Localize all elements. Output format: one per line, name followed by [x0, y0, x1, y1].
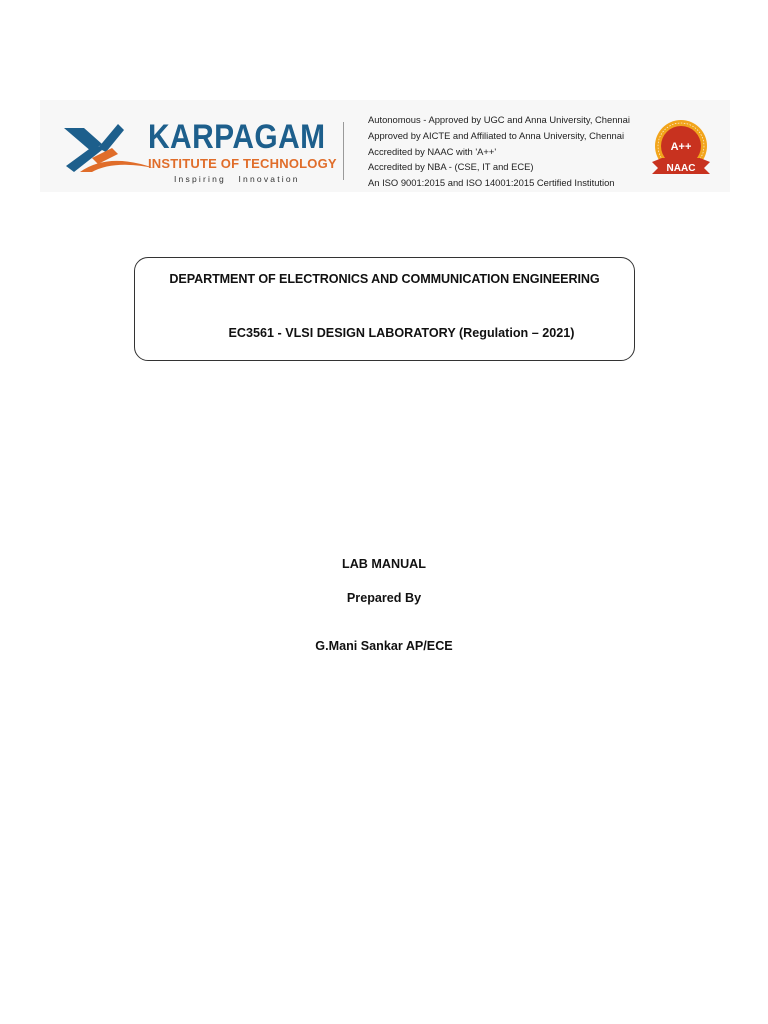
- document-type: LAB MANUAL: [342, 557, 426, 571]
- brand-name: KARPAGAM: [148, 118, 326, 156]
- accreditation-list: [368, 112, 630, 191]
- naac-badge-icon: [648, 118, 714, 182]
- institution-header: [40, 100, 730, 192]
- brand-block: [148, 120, 350, 184]
- brand-subtitle: INSTITUTE OF TECHNOLOGY: [148, 156, 337, 171]
- accreditation-line: An ISO 9001:2015 and ISO 14001:2015 Certified Institution: [368, 177, 615, 189]
- prepared-by-label: Prepared By: [346, 591, 422, 605]
- brand-tagline: Inspiring Innovation: [174, 174, 300, 184]
- department-title: DEPARTMENT OF ELECTRONICS AND COMMUNICATION ENGINEERING: [169, 272, 600, 286]
- naac-grade: A++: [670, 141, 692, 153]
- accreditation-line: Approved by AICTE and Affiliated to Anna University, Chennai: [368, 129, 625, 141]
- accreditation-line: Accredited by NAAC with 'A++': [368, 145, 497, 157]
- header-divider: [343, 122, 344, 180]
- karpagam-logo-icon: [62, 122, 158, 174]
- naac-label: NAAC: [666, 163, 696, 174]
- accreditation-line: Autonomous - Approved by UGC and Anna University, Chennai: [368, 114, 630, 125]
- course-title: EC3561 - VLSI DESIGN LABORATORY (Regulation – 2021): [228, 326, 575, 340]
- accreditation-line: Accredited by NBA - (CSE, IT and ECE): [368, 161, 534, 173]
- title-box: [134, 257, 635, 361]
- author-name: G.Mani Sankar AP/ECE: [315, 639, 453, 653]
